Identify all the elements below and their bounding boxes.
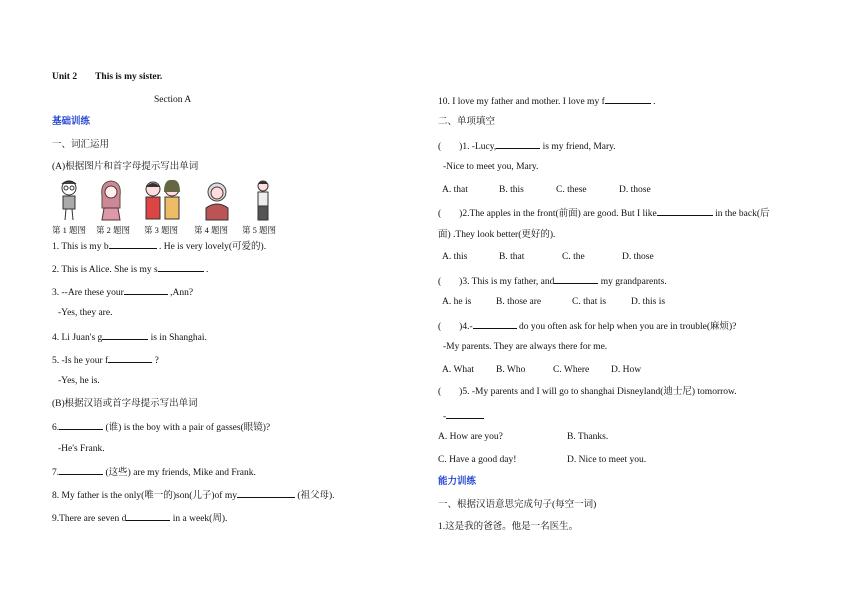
mc-question-4-reply: -My parents. They are always there for me. — [443, 342, 608, 352]
question-3-reply: -Yes, they are. — [58, 308, 113, 318]
question-5: 5. -Is he your f ? — [52, 353, 159, 367]
option[interactable]: A. this — [442, 252, 468, 262]
blank[interactable] — [59, 420, 103, 430]
blank[interactable] — [237, 488, 295, 498]
mc-question-1: ( )1. -Lucy, is my friend, Mary. — [438, 139, 616, 153]
mc-question-1-reply: -Nice to meet you, Mary. — [443, 162, 539, 172]
option[interactable]: B. that — [499, 252, 525, 262]
option[interactable]: D. Nice to meet you. — [567, 455, 647, 465]
option[interactable]: B. Who — [496, 365, 526, 375]
option[interactable]: A. that — [442, 185, 468, 195]
caption-5: 第 5 题图 — [242, 225, 277, 235]
blank[interactable] — [605, 94, 651, 104]
question-3: 3. --Are these your ,Ann? — [52, 285, 193, 299]
option[interactable]: C. that is — [572, 297, 607, 307]
blank[interactable] — [496, 139, 540, 149]
question-7: 7. (这些) are my friends, Mike and Frank. — [52, 465, 256, 479]
part3-heading: 一、根据汉语意思完成句子(每空一词) — [438, 500, 597, 510]
option[interactable]: D. How — [611, 365, 642, 375]
section-title: Section A — [154, 95, 192, 105]
option[interactable]: B. this — [499, 185, 524, 195]
mc-options-4 — [442, 364, 641, 376]
mc-question-5: ( )5. -My parents and I will go to shanghai Disneyland(迪士尼) tomorrow. — [438, 387, 737, 397]
caption-1: 第 1 题图 — [52, 225, 87, 235]
partA-heading: (A)根据图片和首字母提示写出单词 — [52, 162, 199, 172]
mc-question-2: ( )2.The apples in the front(前面) are good. But I like in the back(后 — [438, 206, 770, 220]
man-picture — [246, 178, 280, 222]
question-4: 4. Li Juan's g is in Shanghai. — [52, 330, 207, 344]
blank[interactable] — [124, 285, 168, 295]
mc-options-1 — [442, 184, 651, 196]
question-1: 1. This is my b . He is very lovely(可爱的). — [52, 239, 266, 253]
blank[interactable] — [59, 465, 103, 475]
question-8: 8. My father is the only(唯一的)son(儿子)of my (祖父母). — [52, 488, 335, 502]
blank[interactable] — [473, 319, 517, 329]
question-10: 10. I love my father and mother. I love my f . — [438, 94, 655, 108]
mc-options-3 — [442, 296, 665, 308]
question-2: 2. This is Alice. She is my s . — [52, 262, 208, 276]
caption-3: 第 3 题图 — [144, 225, 179, 235]
mc-question-4: ( )4.- do you often ask for help when you are in trouble(麻烦)? — [438, 319, 736, 333]
basic-training-heading: 基础训练 — [52, 116, 91, 127]
option[interactable]: D. those — [619, 185, 651, 195]
question-5-reply: -Yes, he is. — [58, 376, 100, 386]
mc-question-2-cont: 面) .They look better(更好的). — [438, 230, 556, 240]
partB-heading: (B)根据汉语或首字母提示写出单词 — [52, 399, 198, 409]
option[interactable]: C. the — [562, 252, 585, 262]
blank[interactable] — [126, 511, 170, 521]
mc-question-3: ( )3. This is my father, and my grandparents. — [438, 274, 667, 288]
boy-picture — [52, 178, 86, 222]
option[interactable]: C. these — [556, 185, 587, 195]
option[interactable]: B. Thanks. — [567, 432, 609, 442]
option[interactable]: C. Where — [553, 365, 590, 375]
option[interactable]: D. those — [622, 252, 654, 262]
option[interactable]: D. this is — [631, 297, 666, 307]
blank[interactable] — [108, 353, 152, 363]
unit-title: Unit 2 This is my sister. — [52, 72, 163, 82]
ability-training-heading: 能力训练 — [438, 476, 477, 487]
couple-picture — [140, 178, 186, 222]
blank[interactable] — [554, 274, 598, 284]
caption-2: 第 2 题图 — [96, 225, 131, 235]
part2-heading: 二、单项填空 — [438, 117, 496, 127]
option[interactable]: A. What — [442, 365, 475, 375]
question-6-reply: -He's Frank. — [58, 444, 105, 454]
option[interactable]: C. Have a good day! — [438, 455, 517, 465]
blank[interactable] — [446, 409, 484, 419]
blank[interactable] — [657, 206, 713, 216]
grandma-picture — [200, 178, 234, 222]
mc-options-5b — [438, 454, 646, 466]
girl-picture — [94, 178, 128, 222]
blank[interactable] — [158, 262, 204, 272]
part1-heading: 一、词汇运用 — [52, 140, 110, 150]
option[interactable]: A. he is — [442, 297, 472, 307]
blank[interactable] — [102, 330, 148, 340]
question-6: 6. (谁) is the boy with a pair of gasses(眼镜)? — [52, 420, 270, 434]
caption-4: 第 4 题图 — [194, 225, 229, 235]
picture-strip — [52, 178, 292, 222]
mc-options-5a — [438, 431, 608, 443]
mc-question-5-reply: - — [443, 409, 484, 423]
mc-options-2 — [442, 251, 654, 263]
blank[interactable] — [109, 239, 157, 249]
sentence-1: 1.这是我的爸爸。他是一名医生。 — [438, 522, 579, 532]
question-9: 9.There are seven d in a week(周). — [52, 511, 227, 525]
option[interactable]: A. How are you? — [438, 432, 503, 442]
option[interactable]: B. those are — [496, 297, 542, 307]
